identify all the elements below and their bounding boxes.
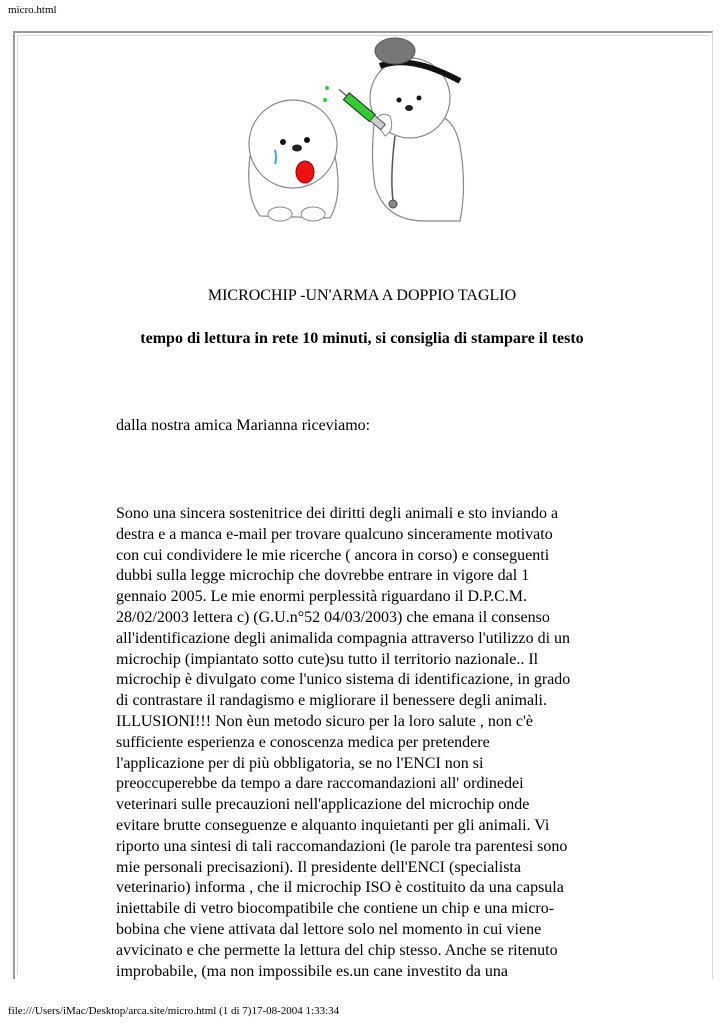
body-line: preoccuperebbe da tempo a dare raccomandazioni all' ordinedei xyxy=(116,775,524,793)
print-footer-path: file:///Users/iMac/Desktop/arca.site/micro.html (1 di 7)17-08-2004 1:33:34 xyxy=(8,1005,340,1017)
body-line: l'applicazione per di più obbligatoria, se no l'ENCI non si xyxy=(116,754,484,772)
body-line: 28/02/2003 lettera c) (G.U.n°52 04/03/2003) che emana il consenso xyxy=(116,608,550,626)
dogs-vet-illustration xyxy=(235,36,475,226)
body-line: avvicinato e che permette la lettura del chip stesso. Anche se ritenuto xyxy=(116,941,558,959)
body-line: sufficiente esperienza e conoscenza medica per pretendere xyxy=(116,733,490,751)
article-body xyxy=(116,504,616,982)
article-title: MICROCHIP -UN'ARMA A DOPPIO TAGLIO xyxy=(207,287,517,304)
body-line: evitare brutte conseguenze e alquanto inquietanti per gli animali. Vi xyxy=(116,816,550,834)
body-line: microchip (impiantato sotto cute)su tutto il territorio nazionale.. Il xyxy=(116,650,539,668)
body-line: all'identificazione degli animalida compagnia attraverso l'utilizzo di un xyxy=(116,629,571,647)
body-line: bobina che viene attivata dal lettore solo nel momento in cui viene xyxy=(116,920,542,938)
body-line: destra e a manca e-mail per trovare qualcuno sinceramente motivato xyxy=(116,525,553,543)
article-subtitle: tempo di lettura in rete 10 minuti, si consiglia di stampare il testo xyxy=(140,330,584,347)
print-header-filename: micro.html xyxy=(8,4,57,16)
body-line: ILLUSIONI!!! Non èun metodo sicuro per la loro salute , non c'è xyxy=(116,712,533,730)
body-line: improbabile, (ma non impossibile es.un cane investito da una xyxy=(116,962,508,980)
body-line: riporto una sintesi di tali raccomandazioni (le parole tra parentesi sono xyxy=(116,837,568,855)
body-line: con cui condividere le mie ricerche ( ancora in corso) e conseguenti xyxy=(116,546,550,564)
body-line: microchip è divulgato come l'unico sistema di identificazione, in grado xyxy=(116,671,571,689)
body-line: veterinari sulle precauzioni nell'applicazione del microchip onde xyxy=(116,796,530,814)
body-line: iniettabile di vetro biocompatibile che contiene un chip e una micro- xyxy=(116,900,555,918)
body-line: mie personali precisazioni). Il presidente dell'ENCI (specialista xyxy=(116,858,521,876)
body-line: dubbi sulla legge microchip che dovrebbe entrare in vigore dal 1 xyxy=(116,567,530,585)
body-line: gennaio 2005. Le mie enormi perplessità riguardano il D.P.C.M. xyxy=(116,588,528,606)
article-intro: dalla nostra amica Marianna riceviamo: xyxy=(116,417,371,434)
body-line: Sono una sincera sostenitrice dei diritti degli animali e sto inviando a xyxy=(116,505,559,522)
body-line: di contrastare il randagismo e migliorare il benessere degli animali. xyxy=(116,692,547,710)
body-line: veterinario) informa , che il microchip ISO è costituito da una capsula xyxy=(116,879,564,897)
